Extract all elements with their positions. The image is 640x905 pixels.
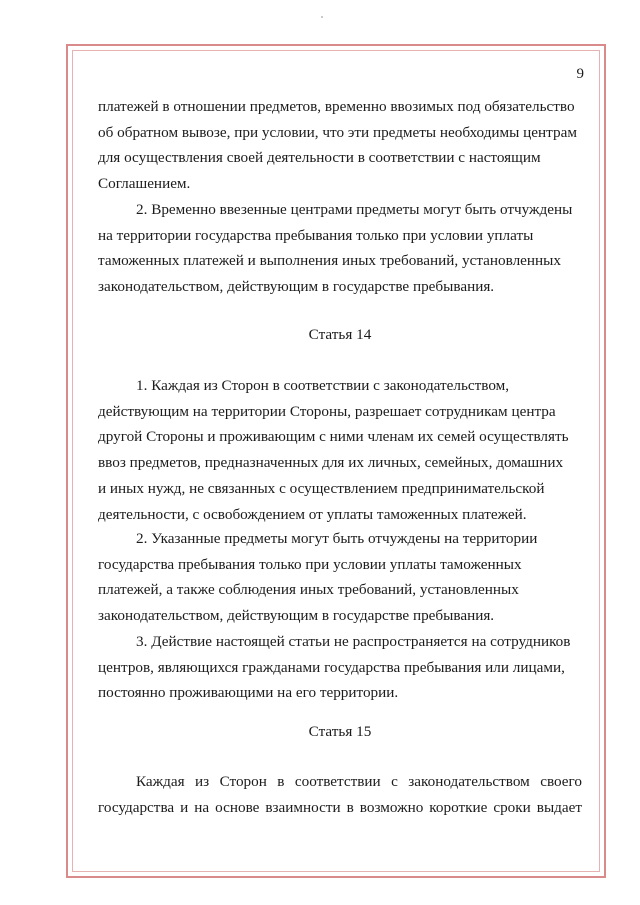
article-15-paragraph-1 (98, 769, 582, 820)
continuation-paragraph (98, 94, 582, 197)
line: Каждая из Сторон в соответствии с законодательством своего (136, 773, 582, 790)
line: 3. Действие настоящей статьи не распространяется на сотрудников (136, 633, 571, 650)
line: об обратном вывозе, при условии, что эти предметы необходимы центрам (98, 123, 577, 141)
line: постоянно проживающими на его территории. (98, 684, 399, 702)
article-14-paragraph-3 (98, 629, 582, 706)
line: и иных нужд, не связанных с осуществлением предпринимательской (98, 479, 545, 497)
article-14-paragraph-1 (98, 373, 582, 527)
line: ввоз предметов, предназначенных для их личных, семейных, домашних (98, 454, 564, 472)
line: платежей, а также соблюдения иных требований, установленных (98, 581, 519, 599)
line: 2. Указанные предметы могут быть отчуждены на территории (136, 530, 538, 547)
line: 1. Каждая из Сторон в соответствии с законодательством, (136, 377, 510, 394)
line: Соглашением. (98, 175, 191, 193)
article-13-paragraph-2 (98, 197, 582, 300)
line: государства и на основе взаимности в возможно короткие сроки выдает (98, 798, 582, 816)
article-14-paragraph-2 (98, 526, 582, 629)
article-14-heading: Статья 14 (308, 326, 372, 343)
scan-speck (321, 16, 323, 18)
line: законодательством, действующим в государстве пребывания. (98, 607, 495, 625)
line: деятельности, с освобождением от уплаты таможенных платежей. (98, 505, 527, 523)
line: центров, являющихся гражданами государства пребывания или лицами, (98, 658, 565, 676)
page-number: 9 (576, 66, 584, 82)
line: платежей в отношении предметов, временно ввозимых под обязательство (98, 98, 575, 115)
line: на территории государства пребывания только при условии уплаты (98, 226, 534, 244)
line: законодательством, действующим в государстве пребывания. (98, 278, 495, 296)
line: действующим на территории Стороны, разрешает сотрудникам центра (98, 402, 556, 420)
article-15-heading: Статья 15 (308, 723, 372, 740)
line: 2. Временно ввезенные центрами предметы могут быть отчуждены (136, 201, 573, 218)
line: государства пребывания только при условии уплаты таможенных (98, 555, 522, 573)
line: другой Стороны и проживающим с ними членам их семей осуществлять (98, 428, 569, 446)
line: таможенных платежей и выполнения иных требований, установленных (98, 252, 561, 270)
line: для осуществления своей деятельности в соответствии с настоящим (98, 149, 541, 167)
